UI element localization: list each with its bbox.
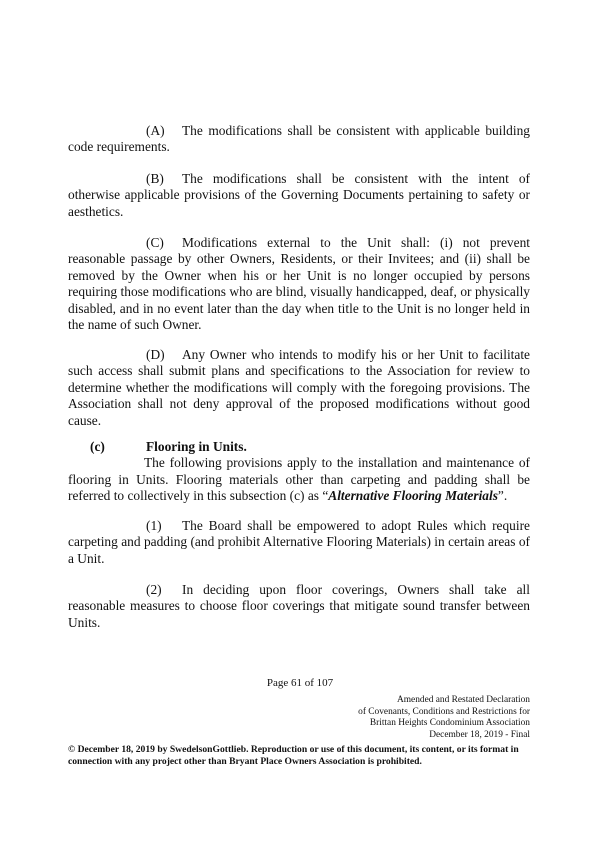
section-c-label: (c) (90, 439, 105, 454)
section-c-heading (68, 439, 530, 455)
paragraph-b (68, 171, 530, 220)
section-c-title: Flooring in Units. (146, 439, 247, 454)
paragraph-b-text: The modifications shall be consistent with the intent of otherwise applicable provisions of the Governing Documents pertaining to safety or aesthetics. (68, 171, 530, 219)
section-c-intro-before: The following provisions apply to the installation and maintenance of flooring in Units. Flooring materials other than carpeting and padding shall be referred to collectively in this subsection (c) as “ (68, 455, 530, 504)
doc-line-2: of Covenants, Conditions and Restrictions for (358, 706, 530, 717)
paragraph-a-label: (A) (146, 123, 165, 138)
doc-line-4: December 18, 2019 - Final (429, 729, 530, 740)
section-c-item-2-text: In deciding upon floor coverings, Owners shall take all reasonable measures to choose floor coverings that mitigate sound transfer between Units. (68, 582, 530, 630)
document-identifier (358, 695, 530, 741)
section-c-intro (68, 455, 530, 504)
defined-term: Alternative Flooring Materials (328, 488, 498, 504)
paragraph-d-text: Any Owner who intends to modify his or her Unit to facilitate such access shall submit plans and specifications to the Association for review to determine whether the modifications will comply with the foregoing provisions. The Association shall not deny approval of the proposed modifications without good cause. (68, 347, 530, 428)
section-c-item-1 (68, 518, 530, 567)
section-c-intro-after: ”. (497, 488, 508, 504)
section-c-item-1-text: The Board shall be empowered to adopt Rules which require carpeting and padding (and prohibit Alternative Flooring Materials) in certain areas of a Unit. (68, 518, 530, 566)
page-number: Page 61 of 107 (266, 677, 334, 689)
paragraph-c (68, 235, 530, 333)
section-c-item-2-label: (2) (146, 582, 162, 597)
section-c-item-1-label: (1) (146, 518, 162, 533)
paragraph-a-text: The modifications shall be consistent with applicable building code requirements. (68, 123, 530, 155)
paragraph-d-label: (D) (146, 347, 165, 362)
paragraph-c-label: (C) (146, 235, 164, 250)
paragraph-a (68, 123, 530, 156)
doc-line-1: Amended and Restated Declaration (396, 695, 530, 705)
paragraph-d (68, 347, 530, 429)
section-c-item-2 (68, 582, 530, 631)
doc-line-3: Brittan Heights Condominium Association (369, 718, 530, 729)
paragraph-b-label: (B) (146, 171, 164, 186)
copyright-notice: © December 18, 2019 by SwedelsonGottlieb. Reproduction or use of this document, its content, or its format in connection with any project other than Bryant Place Owners Association is prohibited. (68, 744, 519, 767)
paragraph-c-text: Modifications external to the Unit shall: (i) not prevent reasonable passage by other Owners, Residents, or their Invitees; and (ii) shall be removed by the Owner when his or her Unit is no longer occupied by persons requiring those modifications who are blind, visually handicapped, deaf, or physically disabled, and in no event later than the day when title to the Unit is no longer held in the name of such Owner. (68, 235, 530, 333)
section-c (68, 439, 530, 505)
